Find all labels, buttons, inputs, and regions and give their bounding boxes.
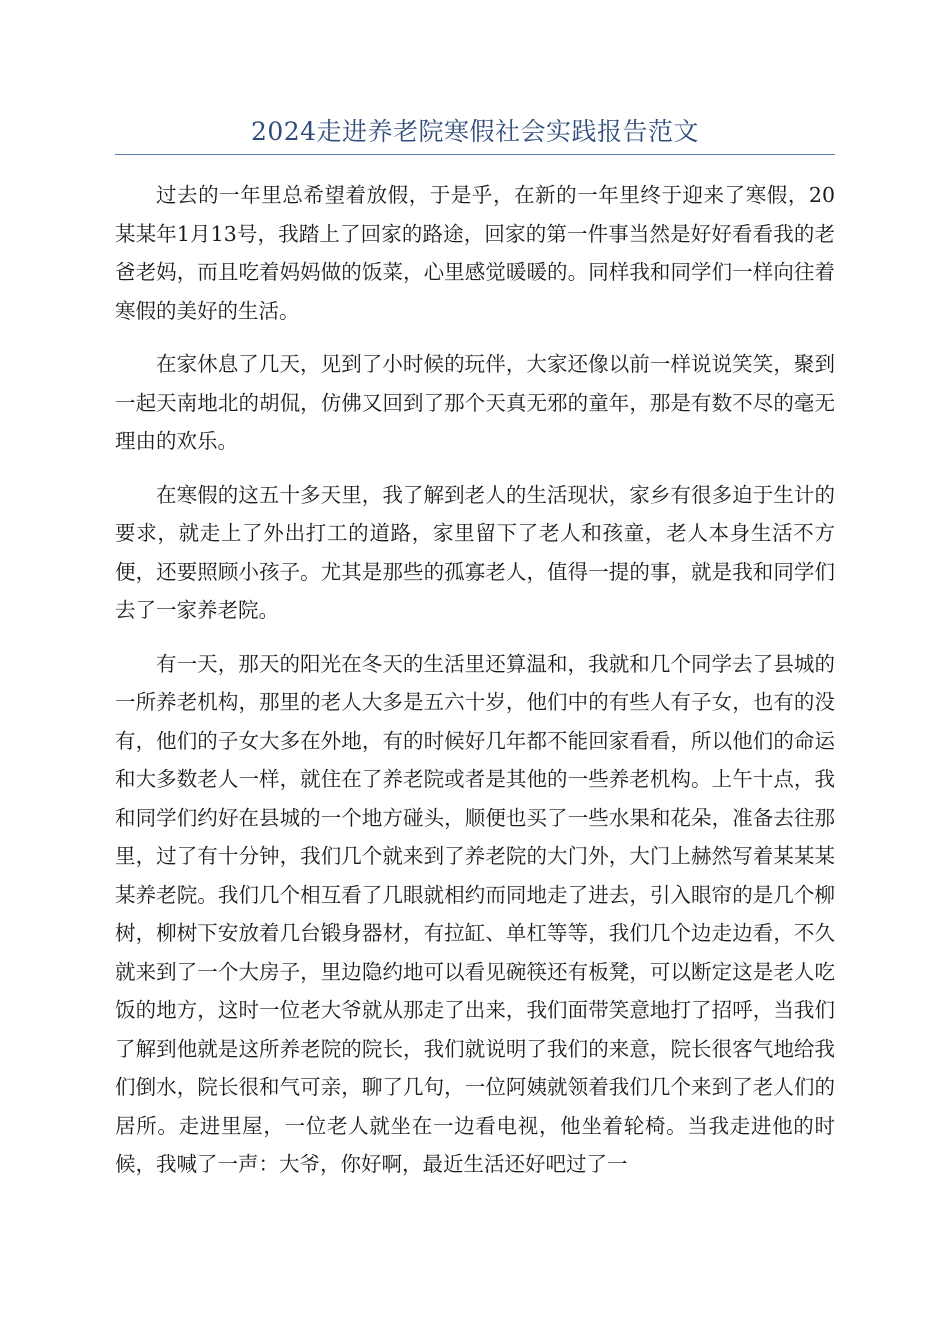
document-title: 2024走进养老院寒假社会实践报告范文 — [250, 117, 700, 146]
document-body — [115, 176, 835, 1199]
title-underline — [115, 154, 835, 155]
paragraph: 有一天，那天的阳光在冬天的生活里还算温和，我就和几个同学去了县城的一所养老机构，那里的老人大多是五六十岁，他们中的有些人有子女，也有的没有，他们的子女大多在外地，有的时候好几年都不能回家看看，所以他们的命运和大多数老人一样，就住在了养老院或者是其他的一些养老机构。上午十点，我和同学们约好在县城的一个地方碰头，顺便也买了一些水果和花朵，准备去往那里，过了有十分钟，我们几个就来到了养老院的大门外，大门上赫然写着某某某某养老院。我们几个相互看了几眼就相约而同地走了进去，引入眼帘的是几个柳树，柳树下安放着几台锻身器材，有拉缸、单杠等等，我们几个边走边看，不久就来到了一个大房子，里边隐约地可以看见碗筷还有板凳，可以断定这是老人吃饭的地方，这时一位老大爷就从那走了出来，我们面带笑意地打了招呼，当我们了解到他就是这所养老院的院长，我们就说明了我们的来意，院长很客气地给我们倒水，院长很和气可亲，聊了几句，一位阿姨就领着我们几个来到了老人们的居所。走进里屋，一位老人就坐在一边看电视，他坐着轮椅。当我走进他的时候，我喊了一声：大爷，你好啊，最近生活还好吧过了一 — [115, 651, 835, 1176]
paragraph: 在寒假的这五十多天里，我了解到老人的生活现状，家乡有很多迫于生计的要求，就走上了外出打工的道路，家里留下了老人和孩童，老人本身生活不方便，还要照顾小孩子。尤其是那些的孤寡老人，值得一提的事，就是我和同学们去了一家养老院。 — [115, 482, 835, 622]
paragraph: 在家休息了几天，见到了小时候的玩伴，大家还像以前一样说说笑笑，聚到一起天南地北的胡侃，仿佛又回到了那个天真无邪的童年，那是有数不尽的毫无理由的欢乐。 — [115, 352, 835, 453]
paragraph: 过去的一年里总希望着放假，于是乎，在新的一年里终于迎来了寒假，20某某年1月13号，我踏上了回家的路途，回家的第一件事当然是好好看看我的老爸老妈，而且吃着妈妈做的饭菜，心里感觉暖暖的。同样我和同学们一样向往着寒假的美好的生活。 — [115, 183, 835, 323]
